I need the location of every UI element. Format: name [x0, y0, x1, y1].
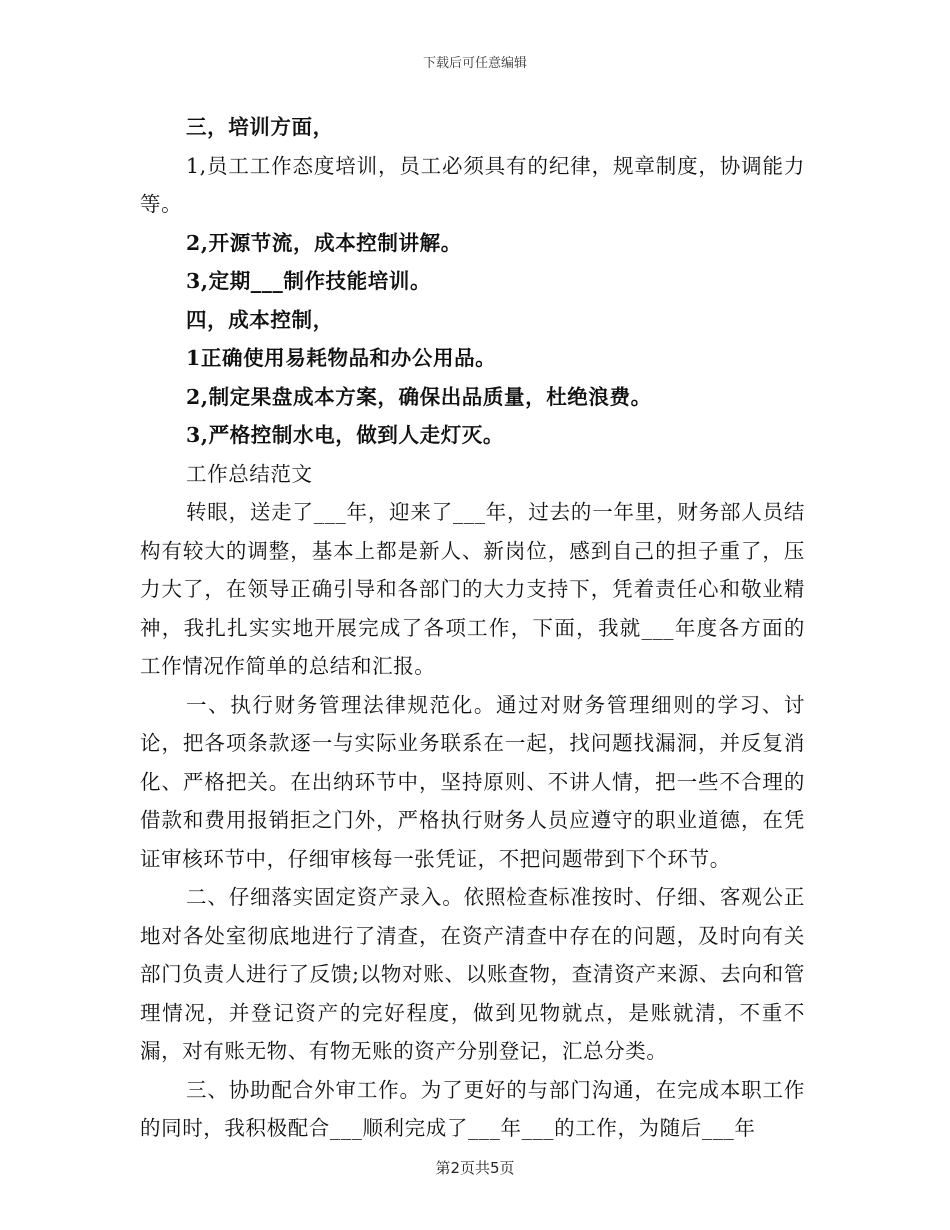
- paragraph: 2,制定果盘成本方案，确保出品质量，杜绝浪费。: [186, 384, 652, 409]
- paragraph: 三、协助配合外审工作。为了更好的与部门沟通，在完成本职工作的同时，我积极配合___顺利完成了___年___的工作，为随后___年: [140, 1077, 805, 1140]
- paragraph: 3,严格控制水电，做到人走灯灭。: [186, 423, 504, 447]
- paragraph: 1正确使用易耗物品和办公用品。: [186, 346, 497, 370]
- section-heading-training: 三，培训方面，: [186, 115, 334, 139]
- document-body: [140, 108, 805, 1148]
- page-number: 第2页共5页: [435, 1159, 515, 1177]
- page-header-note: 下载后可任意编辑: [422, 56, 527, 71]
- paragraph: 3,定期___制作技能培训。: [186, 269, 432, 293]
- paragraph: 1,员工工作态度培训，员工必须具有的纪律，规章制度，协调能力等。: [140, 153, 805, 216]
- paragraph: 转眼，送走了___年，迎来了___年，过去的一年里，财务部人员结构有较大的调整，基本上都是新人、新岗位，感到自己的担子重了，压力大了，在领导正确引导和各部门的大力支持下，凭着责任心和敬业精神，我扎扎实实地开展完成了各项工作，下面，我就___年度各方面的工作情况作简单的总结和汇报。: [140, 500, 805, 678]
- section-heading-cost-control: 四，成本控制，: [186, 307, 334, 332]
- paragraph: 二、仔细落实固定资产录入。依照检查标准按时、仔细、客观公正地对各处室彻底地进行了清查，在资产清查中存在的问题，及时向有关部门负责人进行了反馈;以物对账、以账查物，查清资产来源、去向和管理情况，并登记资产的完好程度，做到见物就点，是账就清，不重不漏，对有账无物、有物无账的资产分别登记，汇总分类。: [140, 885, 805, 1063]
- paragraph: 一、执行财务管理法律规范化。通过对财务管理细则的学习、讨论，把各项条款逐一与实际业务联系在一起，找问题找漏洞，并反复消化、严格把关。在出纳环节中，坚持原则、不讲人情，把一些不合理的借款和费用报销拒之门外，严格执行财务人员应遵守的职业道德，在凭证审核环节中，仔细审核每一张凭证，不把问题带到下个环节。: [140, 692, 805, 871]
- article-title: 工作总结范文: [186, 461, 313, 486]
- paragraph: 2,开源节流，成本控制讲解。: [186, 230, 462, 255]
